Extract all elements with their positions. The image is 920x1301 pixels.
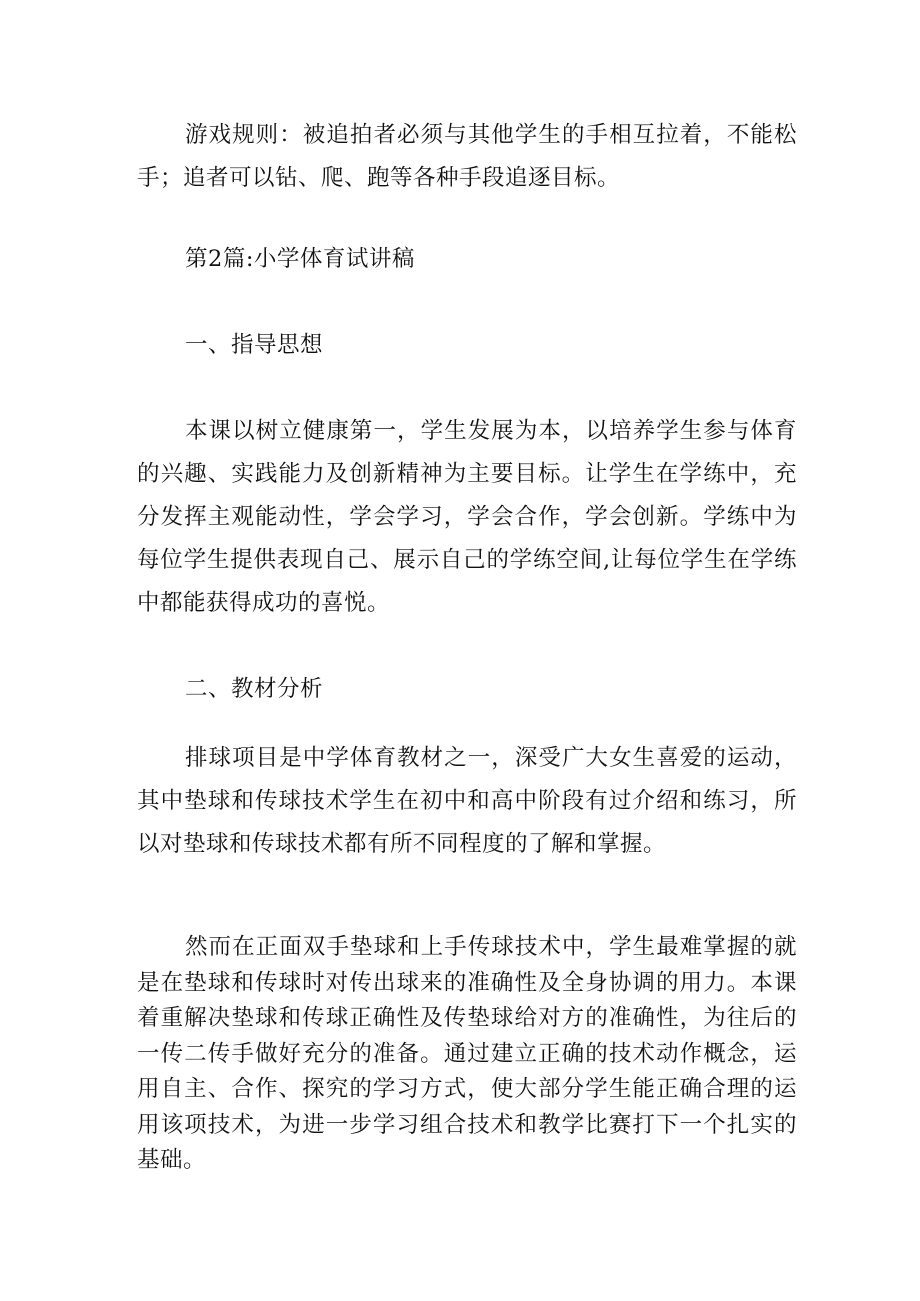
- section-title: 第2篇:小学体育试讲稿: [185, 246, 415, 272]
- heading-guiding-ideology: 一、指导思想: [185, 332, 324, 358]
- rules-paragraph: 游戏规则：被追拍者必须与其他学生的手相互拉着，不能松手；追者可以钻、爬、跑等各种手段追逐目标。: [137, 122, 797, 191]
- heading-material-analysis: 二、教材分析: [185, 676, 324, 702]
- material-analysis-paragraph: 排球项目是中学体育教材之一，深受广大女生喜爱的运动，其中垫球和传球技术学生在初中和高中阶段有过介绍和练习，所以对垫球和传球技术都有所不同程度的了解和掌握。: [137, 745, 797, 857]
- guiding-ideology-paragraph: 本课以树立健康第一，学生发展为本，以培养学生参与体育的兴趣、实践能力及创新精神为主要目标。让学生在学练中，充分发挥主观能动性，学会学习，学会合作，学会创新。学练中为每位学生提供表现自己、展示自己的学练空间,让每位学生在学练中都能获得成功的喜悦。: [137, 418, 797, 616]
- teaching-focus-paragraph: 然而在正面双手垫球和上手传球技术中，学生最难掌握的就是在垫球和传球时对传出球来的准确性及全身协调的用力。本课着重解决垫球和传球正确性及传垫球给对方的准确性，为往后的一传二传手做好充分的准备。通过建立正确的技术动作概念，运用自主、合作、探究的学习方式，使大部分学生能正确合理的运用该项技术，为进一步学习组合技术和教学比赛打下一个扎实的基础。: [137, 934, 797, 1173]
